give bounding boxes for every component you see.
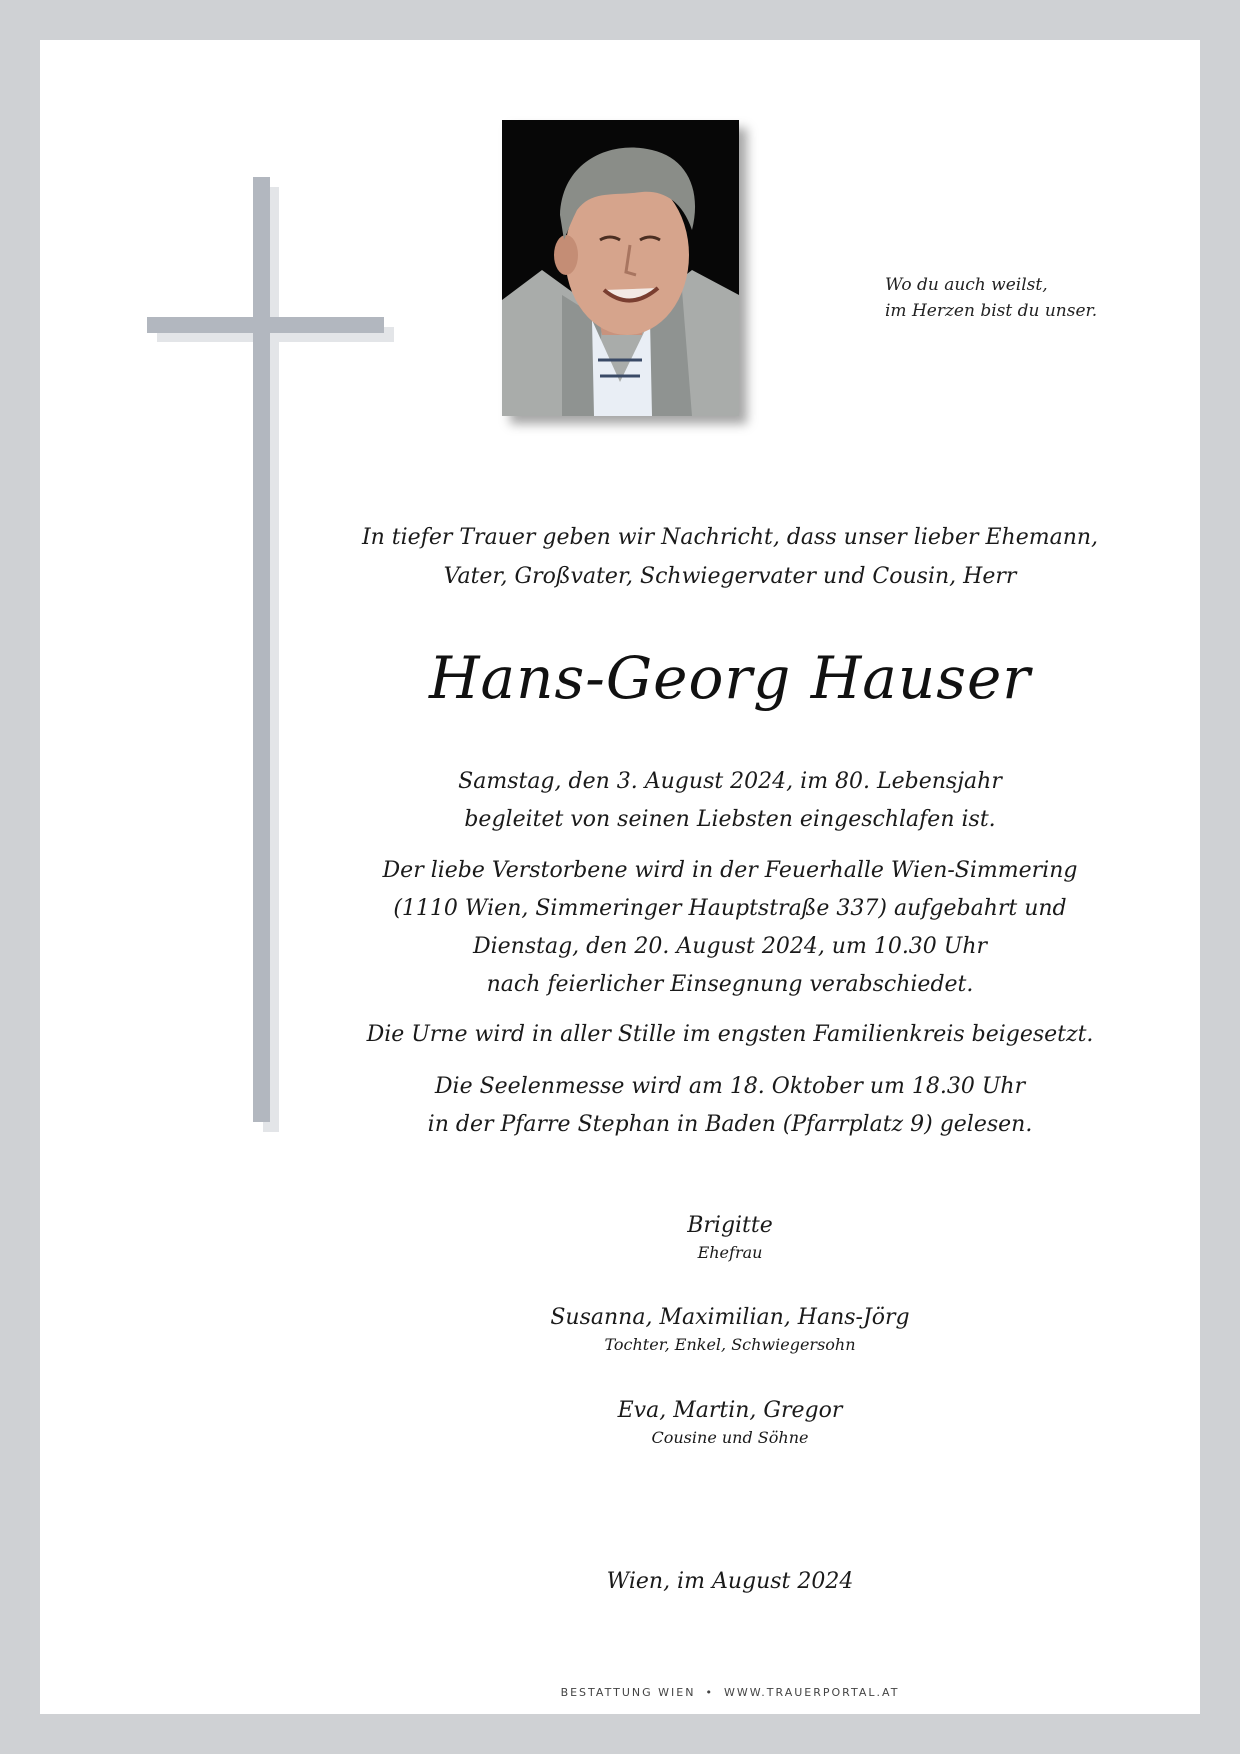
paragraph-line: (1110 Wien, Simmeringer Hauptstraße 337) aufgebahrt und: [393, 896, 1067, 921]
paragraph-requiem: [330, 1068, 1130, 1144]
paragraph-line: Der liebe Verstorbene wird in der Feuerhalle Wien-Simmering: [382, 858, 1078, 883]
mourner-relation: Ehefrau: [697, 1243, 763, 1262]
mourner-name: Eva, Martin, Gregor: [617, 1398, 843, 1423]
paragraph-line: in der Pfarre Stephan in Baden (Pfarrplatz 9) gelesen.: [427, 1112, 1033, 1137]
paragraph-urn: [330, 1016, 1130, 1054]
paragraph-line: Die Urne wird in aller Stille im engsten Familienkreis beigesetzt.: [366, 1022, 1094, 1047]
announcement-line-2: Vater, Großvater, Schwiegervater und Cousin, Herr: [443, 564, 1017, 589]
mourner-group: [330, 1211, 1130, 1265]
footer-website-link[interactable]: WWW.TRAUERPORTAL.AT: [723, 1686, 900, 1699]
footer-company: BESTATTUNG WIEN: [560, 1686, 696, 1699]
paragraph-line: begleitet von seinen Liebsten eingeschlafen ist.: [464, 807, 996, 832]
announcement: [330, 518, 1130, 596]
paragraph-line: nach feierlicher Einsegnung verabschiedet.: [486, 972, 974, 997]
deceased-name: Hans-Georg Hauser: [428, 644, 1032, 712]
mourner-group: [330, 1396, 1130, 1450]
footer: [330, 1686, 1130, 1699]
paragraph-death-date: [330, 763, 1130, 839]
place-date: Wien, im August 2024: [606, 1569, 854, 1594]
portrait-photo: [502, 120, 739, 416]
quote: [885, 272, 1097, 324]
paragraph-line: Die Seelenmesse wird am 18. Oktober um 18.30 Uhr: [434, 1074, 1026, 1099]
mourner-relation: Tochter, Enkel, Schwiegersohn: [604, 1335, 856, 1354]
mourner-name: Brigitte: [687, 1213, 773, 1238]
paragraph-line: Samstag, den 3. August 2024, im 80. Lebensjahr: [458, 769, 1002, 794]
quote-line-2: im Herzen bist du unser.: [885, 301, 1098, 321]
paragraph-line: Dienstag, den 20. August 2024, um 10.30 Uhr: [472, 934, 988, 959]
cross-horizontal-beam: [147, 317, 384, 333]
announcement-line-1: In tiefer Trauer geben wir Nachricht, dass unser lieber Ehemann,: [361, 525, 1099, 550]
mourner-group: [330, 1303, 1130, 1357]
mourner-name: Susanna, Maximilian, Hans-Jörg: [550, 1305, 910, 1330]
quote-line-1: Wo du auch weilst,: [885, 275, 1048, 295]
paragraph-funeral: [330, 852, 1130, 1004]
mourner-relation: Cousine und Söhne: [651, 1428, 809, 1447]
footer-separator: •: [705, 1686, 714, 1699]
